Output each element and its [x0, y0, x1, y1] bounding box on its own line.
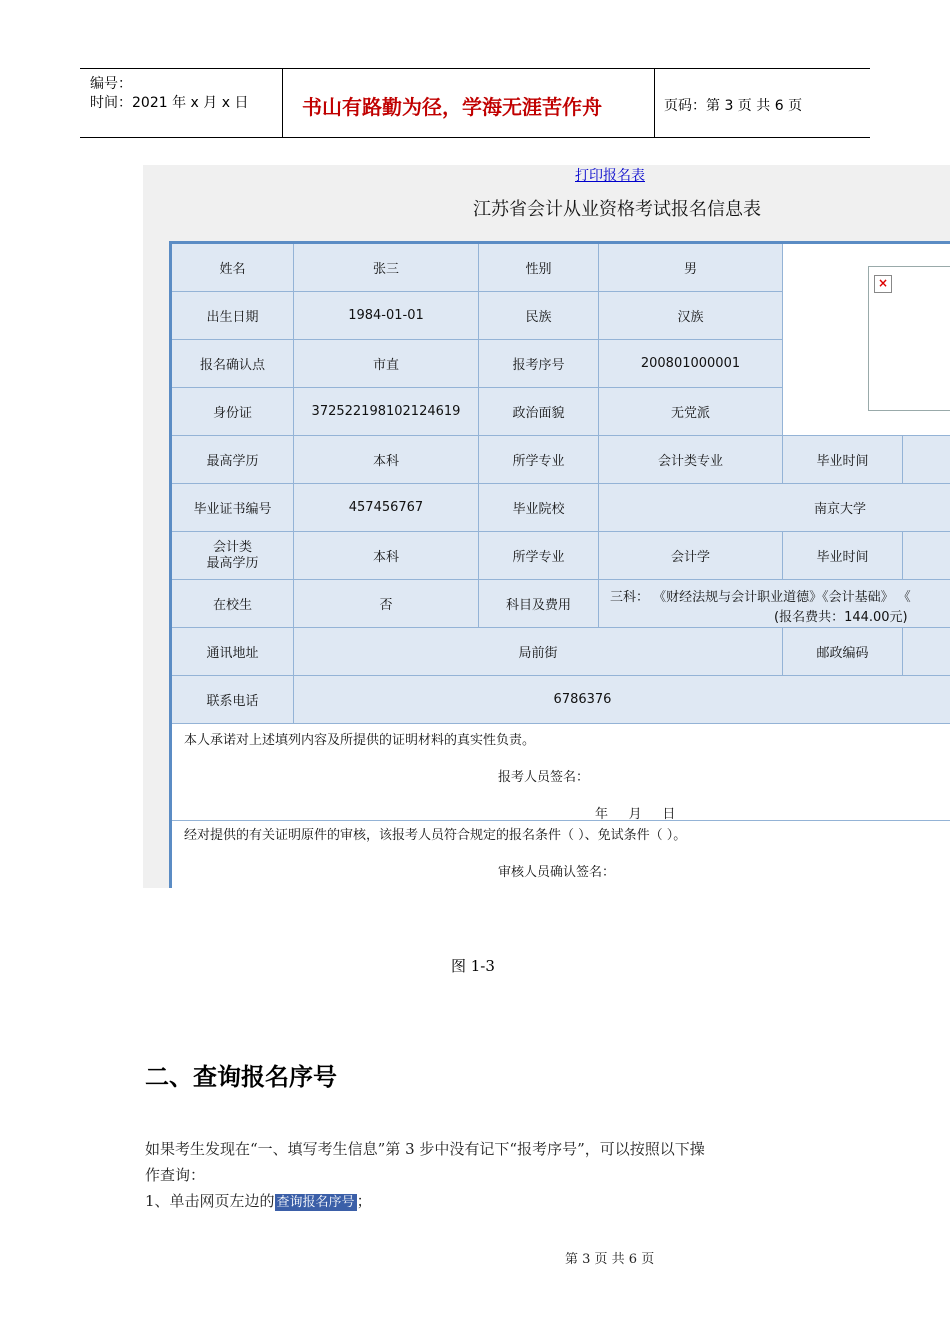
grad-time-label: 毕业时间	[783, 436, 903, 484]
page-footer: 第 3 页 共 6 页	[565, 1252, 655, 1267]
cert-label: 毕业证书编号	[172, 484, 294, 532]
school-value: 南京大学	[599, 484, 950, 532]
school-label: 毕业院校	[479, 484, 599, 532]
section-title: 二、查询报名序号	[145, 1063, 337, 1091]
phone-label: 联系电话	[172, 676, 294, 724]
broken-image-icon: ×	[874, 275, 892, 293]
form-table	[169, 241, 950, 888]
id-label: 身份证	[172, 388, 294, 436]
divider	[172, 820, 950, 821]
gender-label: 性别	[479, 244, 599, 292]
address-value: 局前街	[294, 628, 783, 676]
page-header	[80, 68, 870, 138]
edu-label: 最高学历	[172, 436, 294, 484]
step-1	[145, 1190, 372, 1211]
edu-value: 本科	[294, 436, 479, 484]
seq-value: 200801000001	[599, 340, 783, 388]
header-left-cell	[80, 69, 283, 137]
photo-frame	[868, 266, 950, 411]
political-value: 无党派	[599, 388, 783, 436]
seq-label: 报考序号	[479, 340, 599, 388]
site-label: 报名确认点	[172, 340, 294, 388]
step-1-prefix: 1、单击网页左边的	[145, 1192, 275, 1210]
name-value: 张三	[294, 244, 479, 292]
birth-value: 1984-01-01	[294, 292, 479, 340]
acc-edu-value: 本科	[294, 532, 479, 580]
gender-value: 男	[599, 244, 783, 292]
step-1-suffix: ；	[356, 1192, 372, 1210]
review-text: 经对提供的有关证明原件的审核，该报考人员符合规定的报名条件（ ）、免试条件（ ）。	[184, 828, 687, 843]
subjects-line-1: 三科： 《财经法规与会计职业道德》《会计基础》 《	[610, 590, 911, 605]
acc-edu-label: 会计类 最高学历	[172, 532, 294, 580]
id-value: 372522198102124619	[294, 388, 479, 436]
date-line: 年 月 日	[595, 807, 676, 822]
ethnic-value: 汉族	[599, 292, 783, 340]
birth-label: 出生日期	[172, 292, 294, 340]
address-label: 通讯地址	[172, 628, 294, 676]
grad-time-value	[903, 436, 950, 484]
name-label: 姓名	[172, 244, 294, 292]
code-label: 编号：	[90, 76, 132, 92]
header-right-cell	[654, 69, 870, 137]
subjects-label: 科目及费用	[479, 580, 599, 628]
pledge-text: 本人承诺对上述填列内容及所提供的证明材料的真实性负责。	[184, 733, 536, 748]
figure-caption: 图 1-3	[451, 957, 495, 975]
phone-value: 6786376	[294, 676, 950, 724]
acc-grad-time-value	[903, 532, 950, 580]
student-value: 否	[294, 580, 479, 628]
registration-form-screenshot	[143, 165, 950, 888]
acc-major-value: 会计学	[599, 532, 783, 580]
site-value: 市直	[294, 340, 479, 388]
form-title: 江苏省会计从业资格考试报名信息表	[473, 199, 761, 220]
page-info: 页码：第 3 页 共 6 页	[664, 98, 803, 114]
acc-grad-time-label: 毕业时间	[783, 532, 903, 580]
student-label: 在校生	[172, 580, 294, 628]
subjects-line-2: (报名费共：144.00元)	[774, 610, 908, 625]
paragraph-line-2: 作查询：	[145, 1166, 206, 1184]
query-seq-link[interactable]: 查询报名序号	[276, 1195, 355, 1210]
major-label: 所学专业	[479, 436, 599, 484]
header-motto-cell	[282, 69, 655, 137]
motto: 书山有路勤为径，学海无涯苦作舟	[302, 95, 602, 119]
major-value: 会计类专业	[599, 436, 783, 484]
acc-major-label: 所学专业	[479, 532, 599, 580]
political-label: 政治面貌	[479, 388, 599, 436]
print-form-link[interactable]: 打印报名表	[575, 168, 645, 184]
signer-label: 报考人员签名：	[498, 770, 590, 785]
postcode-value	[903, 628, 950, 676]
date-label: 时间：2021 年 x 月 x 日	[90, 95, 249, 111]
cert-value: 457456767	[294, 484, 479, 532]
postcode-label: 邮政编码	[783, 628, 903, 676]
paragraph-line-1: 如果考生发现在“一、填写考生信息”第 3 步中没有记下“报考序号”，可以按照以下操	[145, 1140, 705, 1158]
reviewer-label: 审核人员确认签名：	[498, 865, 616, 880]
ethnic-label: 民族	[479, 292, 599, 340]
